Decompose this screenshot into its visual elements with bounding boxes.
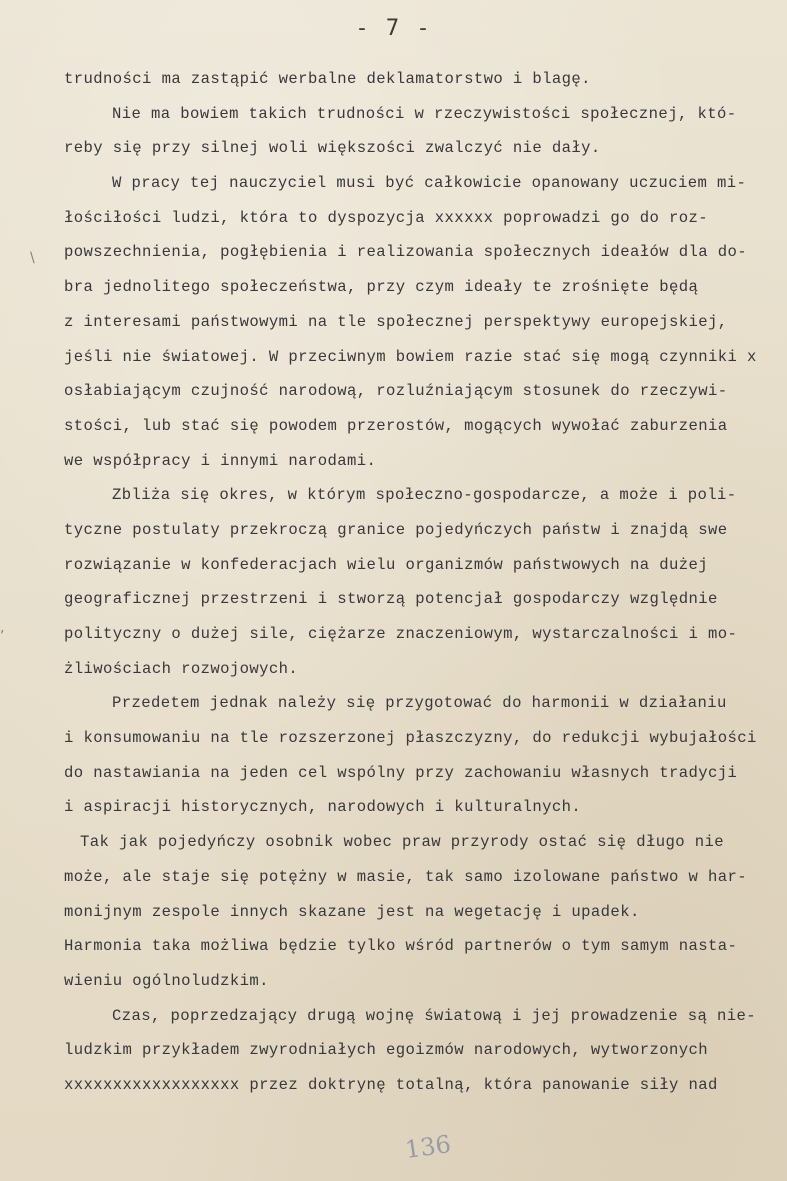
- text-line: we współpracy i innymi narodami.: [64, 451, 377, 470]
- text-line: bra jednolitego społeczeństwa, przy czym ideały te zrośnięte będą: [64, 278, 699, 297]
- margin-tick-icon: ,: [0, 620, 5, 636]
- text-line: rozwiązanie w konfederacjach wielu organizmów państwowych na dużej: [64, 555, 709, 574]
- text-line: z interesami państwowymi na tle społecznej perspektywy europejskiej,: [64, 312, 728, 331]
- handwritten-folio-number: 136: [403, 1129, 453, 1165]
- text-line: Harmonia taka możliwa będzie tylko wśród partnerów o tym samym nasta-: [64, 937, 738, 956]
- text-line: żliwościach rozwojowych.: [64, 659, 299, 678]
- text-line: xxxxxxxxxxxxxxxxxx przez doktrynę totalną, która panowanie siły nad: [64, 1075, 718, 1094]
- text-line: Przedetem jednak należy się przygotować do harmonii w działaniu: [112, 694, 727, 713]
- text-line: stości, lub stać się powodem przerostów, mogących wywołać zaburzenia: [64, 416, 728, 435]
- text-line: Tak jak pojedyńczy osobnik wobec praw przyrody ostać się długo nie: [80, 833, 725, 852]
- text-line: powszechnienia, pogłębienia i realizowania społecznych ideałów dla do-: [64, 243, 748, 262]
- text-line: reby się przy silnej woli większości zwalczyć nie dały.: [64, 139, 601, 158]
- text-line: może, ale staje się potężny w masie, tak samo izolowane państwo w har-: [64, 867, 748, 886]
- typed-text-body: [60, 62, 770, 1103]
- page-number: - 7 -: [355, 16, 432, 41]
- text-line: W pracy tej nauczyciel musi być całkowicie opanowany uczuciem mi-: [112, 174, 747, 193]
- text-line: Czas, poprzedzający drugą wojnę światową i jej prowadzenie są nie-: [112, 1006, 757, 1025]
- text-line: monijnym zespole innych skazane jest na wegetację i upadek.: [64, 902, 640, 921]
- text-line: Nie ma bowiem takich trudności w rzeczywistości społecznej, któ-: [112, 104, 737, 123]
- text-line: ludzkim przykładem zwyrodniałych egoizmów narodowych, wytworzonych: [64, 1041, 709, 1060]
- margin-tick-icon: \: [30, 250, 35, 266]
- text-line: i konsumowaniu na tle rozszerzonej płaszczyzny, do redukcji wybujałości: [64, 729, 757, 748]
- text-line: polityczny o dużej sile, ciężarze znaczeniowym, wystarczalności i mo-: [64, 625, 738, 643]
- text-line: łościłości ludzi, która to dyspozycja xxxxxx poprowadzi go do roz-: [64, 208, 709, 227]
- text-line: geograficznej przestrzeni i stworzą potencjał gospodarczy względnie: [64, 590, 718, 609]
- text-line: do nastawiania na jeden cel wspólny przy zachowaniu własnych tradycji: [64, 763, 738, 782]
- text-line: Zbliża się okres, w którym społeczno-gospodarcze, a może i poli-: [112, 486, 737, 505]
- text-line: osłabiającym czujność narodową, rozluźniającym stosunek do rzeczywi-: [64, 382, 728, 401]
- text-line: trudności ma zastąpić werbalne deklamatorstwo i blagę.: [64, 70, 591, 88]
- text-line: i aspiracji historycznych, narodowych i kulturalnych.: [64, 798, 582, 817]
- text-line: wieniu ogólnoludzkim.: [64, 971, 269, 990]
- text-line: tyczne postulaty przekroczą granice pojedyńczych państw i znajdą swe: [64, 520, 728, 539]
- text-line: jeśli nie światowej. W przeciwnym bowiem razie stać się mogą czynniki x: [64, 347, 757, 366]
